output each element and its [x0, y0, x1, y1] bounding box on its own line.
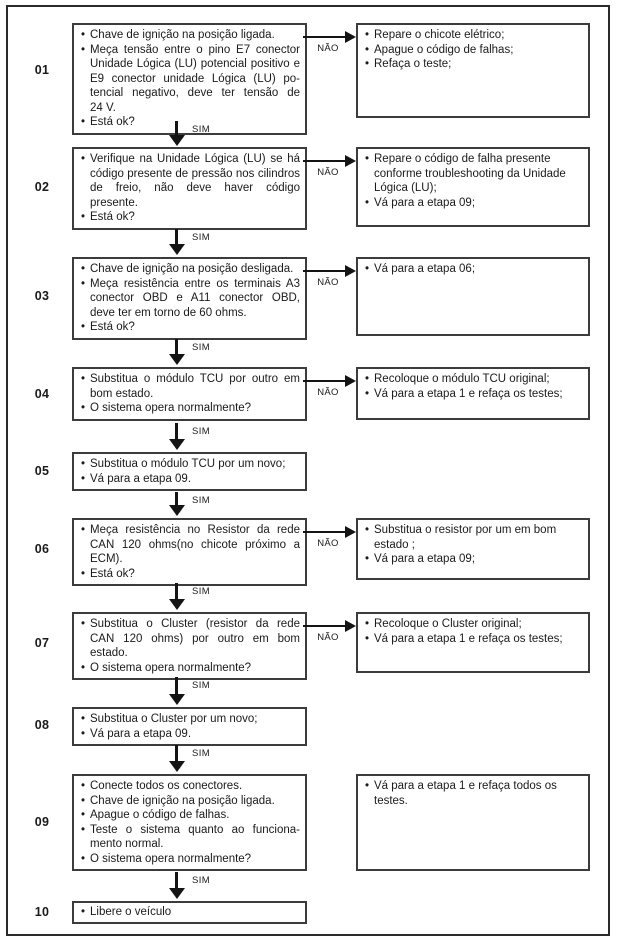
step-number: 05 — [34, 464, 50, 478]
step-number: 09 — [34, 815, 50, 829]
bullet-text: • Vá para a etapa 09; — [374, 553, 476, 565]
nao-arrow — [303, 616, 356, 648]
bullet-text: • Vá para a etapa 09. — [90, 727, 192, 740]
bullet-item — [79, 808, 300, 823]
bullet-item — [79, 852, 300, 867]
arrow-line — [303, 531, 346, 533]
result-box — [356, 147, 590, 227]
bullet-text: • Conecte todos os conectores. — [90, 780, 243, 792]
action-box — [72, 367, 307, 421]
sim-arrow — [169, 872, 211, 899]
sim-arrow — [169, 677, 211, 705]
bullet-text: • Teste o sistema quanto ao funcionamento normal. — [90, 823, 300, 850]
arrowhead-right-icon — [345, 620, 356, 632]
bullet-item — [79, 152, 300, 210]
sim-arrow — [169, 229, 211, 255]
step-number: 06 — [34, 542, 50, 556]
bullet-text: • O sistema opera normalmente? — [90, 661, 252, 674]
bullet-item — [79, 779, 300, 794]
arrow-line — [303, 160, 346, 162]
bullet-text: • Substitua o módulo TCU por outro em bom estado. — [90, 373, 300, 400]
bullet-text: • Apague o código de falhas. — [90, 809, 230, 821]
bullet-item — [363, 152, 583, 196]
bullet-text: • Está ok? — [90, 321, 135, 333]
bullet-item — [79, 372, 300, 401]
step-number: 08 — [34, 718, 50, 732]
bullet-item — [363, 779, 583, 808]
arrowhead-right-icon — [345, 155, 356, 167]
bullet-item — [79, 262, 300, 277]
nao-arrow — [303, 522, 356, 554]
bullet-text: • Libere o veículo — [90, 906, 172, 918]
nao-arrow — [303, 261, 356, 293]
bullet-text: • Vá para a etapa 1 e refaça os testes; — [374, 632, 563, 645]
sim-label: SIM — [192, 124, 211, 135]
bullet-item — [79, 320, 300, 335]
bullet-item — [79, 43, 300, 116]
bullet-item — [363, 43, 583, 58]
arrowhead-right-icon — [345, 375, 356, 387]
bullet-item — [363, 262, 583, 277]
bullet-item — [79, 523, 300, 567]
step-number: 10 — [34, 905, 50, 919]
bullet-item — [79, 712, 300, 727]
bullet-item — [79, 472, 300, 487]
result-box — [356, 367, 590, 420]
bullet-item — [79, 727, 300, 742]
arrowhead-down-icon — [169, 599, 185, 610]
arrowhead-down-icon — [169, 694, 185, 705]
sim-arrow — [169, 583, 211, 610]
action-box — [72, 23, 307, 135]
arrow-line — [303, 270, 346, 272]
bullet-item — [79, 823, 300, 852]
bullet-text: • Vá para a etapa 09; — [374, 196, 476, 209]
sim-label: SIM — [192, 680, 211, 691]
result-box — [356, 257, 590, 336]
action-box — [72, 147, 307, 230]
arrowhead-down-icon — [169, 505, 185, 516]
bullet-item — [363, 28, 583, 43]
bullet-item — [363, 57, 583, 72]
action-box — [72, 774, 307, 871]
bullet-text: • Está ok? — [90, 567, 135, 580]
sim-label: SIM — [192, 875, 211, 886]
bullet-item — [79, 115, 300, 130]
bullet-text: • Substitua o Cluster por um novo; — [90, 713, 258, 725]
result-box — [356, 612, 590, 673]
bullet-item — [363, 387, 583, 402]
bullet-item — [363, 372, 583, 387]
arrowhead-right-icon — [345, 526, 356, 538]
bullet-text: • Meça resistência entre os terminais A3 conector OBD e A11 conector OBD, deve ter em torno de 60 ohms. — [90, 277, 300, 319]
bullet-item — [79, 567, 300, 582]
step-number: 04 — [34, 387, 50, 401]
bullet-text: • Substitua o resistor por um em bom estado ; — [374, 524, 557, 551]
bullet-item — [79, 661, 300, 676]
arrow-line — [303, 36, 346, 38]
sim-arrow — [169, 423, 211, 450]
result-box — [356, 518, 590, 580]
nao-arrow — [303, 371, 356, 403]
bullet-text: • Substitua o Cluster (resistor da rede CAN 120 ohms) por outro em bom estado. — [90, 618, 300, 659]
nao-label: NÃO — [317, 632, 339, 643]
bullet-text: • Substitua o módulo TCU por um novo; — [90, 458, 286, 470]
bullet-text: • Está ok? — [90, 211, 135, 223]
bullet-text: • Recoloque o Cluster original; — [374, 618, 522, 630]
sim-label: SIM — [192, 426, 211, 437]
bullet-item — [363, 632, 583, 647]
step-number: 01 — [34, 63, 50, 77]
bullet-text: • Vá para a etapa 09. — [90, 472, 192, 485]
bullet-item — [79, 905, 300, 920]
sim-label: SIM — [192, 748, 211, 759]
arrowhead-down-icon — [169, 244, 185, 255]
bullet-item — [363, 196, 583, 211]
bullet-text: • Vá para a etapa 06; — [374, 263, 476, 275]
bullet-text: • Apague o código de falhas; — [374, 43, 514, 56]
step-number: 03 — [34, 289, 50, 303]
nao-label: NÃO — [317, 277, 339, 288]
step-number: 07 — [34, 636, 50, 650]
arrow-line — [303, 625, 346, 627]
sim-arrow — [169, 121, 211, 146]
bullet-text: • Verifique na Unidade Lógica (LU) se há código presente de pressão nos cilindros de freio, não deve haver código presente. — [90, 153, 300, 209]
nao-label: NÃO — [317, 387, 339, 398]
bullet-text: • Repare o código de falha presente conforme troubleshooting da Unidade Lógica (LU); — [374, 153, 566, 194]
nao-label: NÃO — [317, 43, 339, 54]
nao-label: NÃO — [317, 538, 339, 549]
sim-label: SIM — [192, 232, 211, 243]
bullet-text: • Meça tensão entre o pino E7 conector Unidade Lógica (LU) potencial positivo e E9 conector unidade Lógica (LU) potencial negativo, deve ter tensão de 24 V. — [90, 43, 300, 114]
sim-arrow — [169, 339, 211, 365]
action-box — [72, 257, 307, 340]
sim-label: SIM — [192, 495, 211, 506]
bullet-item — [79, 457, 300, 472]
nao-arrow — [303, 151, 356, 183]
bullet-item — [79, 617, 300, 661]
bullet-text: • Chave de ignição na posição desligada. — [90, 263, 294, 275]
action-box — [72, 518, 307, 586]
bullet-item — [363, 552, 583, 567]
arrowhead-right-icon — [345, 265, 356, 277]
bullet-text: • Repare o chicote elétrico; — [374, 29, 505, 41]
action-box — [72, 612, 307, 680]
bullet-text: • Meça resistência no Resistor da rede CAN 120 ohms(no chicote próximo a ECM). — [90, 524, 300, 565]
sim-label: SIM — [192, 586, 211, 597]
nao-label: NÃO — [317, 167, 339, 178]
arrowhead-down-icon — [169, 354, 185, 365]
arrowhead-down-icon — [169, 761, 185, 772]
bullet-item — [79, 277, 300, 321]
arrowhead-down-icon — [169, 439, 185, 450]
action-box — [72, 707, 307, 746]
nao-arrow — [303, 27, 356, 59]
bullet-text: • Recoloque o módulo TCU original; — [374, 373, 550, 385]
result-box — [356, 774, 590, 871]
result-box — [356, 23, 590, 118]
bullet-text: • O sistema opera normalmente? — [90, 852, 252, 865]
bullet-text: • Vá para a etapa 1 e refaça os testes; — [374, 387, 563, 400]
step-number: 02 — [34, 180, 50, 194]
arrow-line — [303, 380, 346, 382]
action-box — [72, 452, 307, 491]
arrowhead-down-icon — [169, 135, 185, 146]
sim-arrow — [169, 745, 211, 772]
bullet-text: • Chave de ignição na posição ligada. — [90, 794, 275, 807]
bullet-item — [79, 794, 300, 809]
sim-arrow — [169, 492, 211, 516]
bullet-text: • Refaça o teste; — [374, 58, 452, 70]
bullet-text: • O sistema opera normalmente? — [90, 402, 252, 414]
bullet-item — [363, 523, 583, 552]
bullet-text: • Chave de ignição na posição ligada. — [90, 29, 275, 41]
action-box — [72, 901, 307, 924]
bullet-item — [79, 210, 300, 225]
bullet-item — [79, 28, 300, 43]
bullet-item — [363, 617, 583, 632]
bullet-text: • Vá para a etapa 1 e refaça todos os testes. — [374, 780, 557, 807]
bullet-item — [79, 401, 300, 416]
bullet-text: • Está ok? — [90, 116, 135, 128]
arrowhead-right-icon — [345, 31, 356, 43]
sim-label: SIM — [192, 342, 211, 353]
arrowhead-down-icon — [169, 888, 185, 899]
